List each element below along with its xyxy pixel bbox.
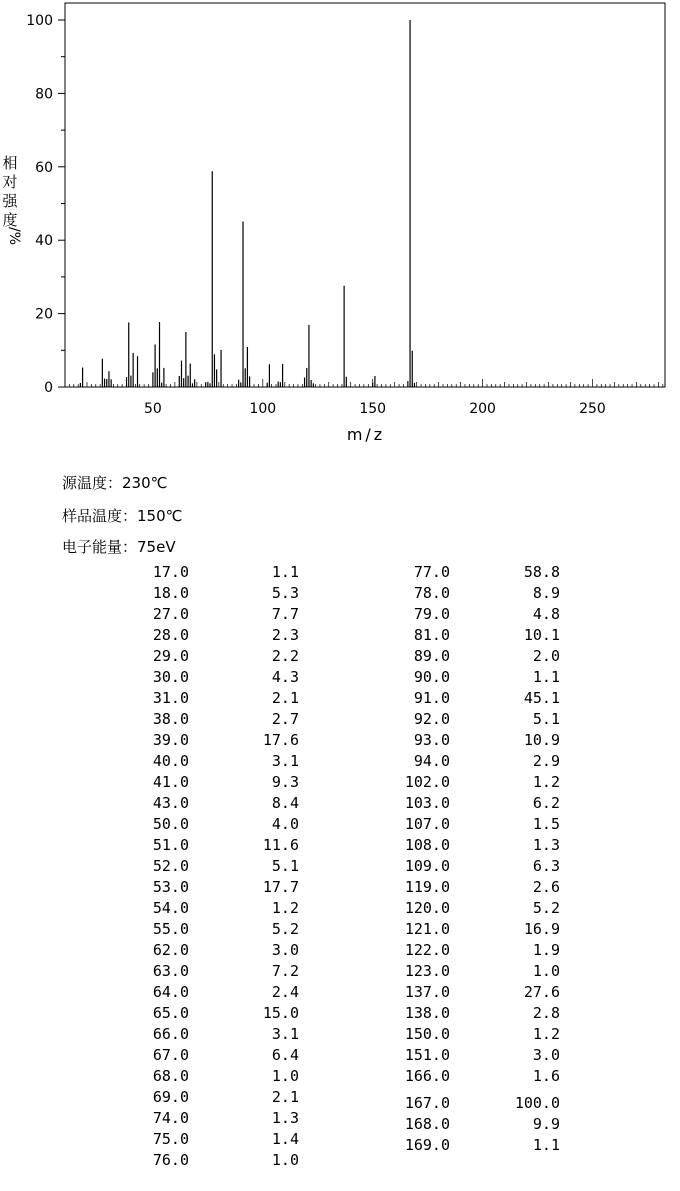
right-intensity-cell: 5.1 bbox=[532, 710, 560, 728]
right-mz-cell: 91.0 bbox=[413, 689, 450, 707]
left-mz-cell: 38.0 bbox=[152, 710, 189, 728]
right-mz-cell: 150.0 bbox=[404, 1025, 450, 1043]
right-intensity-cell: 5.2 bbox=[532, 899, 560, 917]
right-mz-cell: 93.0 bbox=[413, 731, 450, 749]
right-intensity-cell: 100.0 bbox=[514, 1094, 560, 1112]
left-intensity-cell: 3.1 bbox=[271, 1025, 299, 1043]
y-tick-label: 80 bbox=[35, 86, 53, 103]
right-mz-cell: 138.0 bbox=[404, 1004, 450, 1022]
left-mz-cell: 68.0 bbox=[152, 1067, 189, 1085]
right-intensity-cell: 2.0 bbox=[532, 647, 560, 665]
left-mz-cell: 18.0 bbox=[152, 584, 189, 602]
right-mz-cell: 81.0 bbox=[413, 626, 450, 644]
left-intensity-cell: 2.2 bbox=[271, 647, 299, 665]
right-intensity-cell: 3.0 bbox=[532, 1046, 560, 1064]
right-intensity-cell: 6.2 bbox=[532, 794, 560, 812]
y-tick-label: 100 bbox=[26, 13, 53, 29]
right-intensity-cell: 4.8 bbox=[532, 605, 560, 623]
right-intensity-cell: 1.0 bbox=[532, 962, 560, 980]
right-intensity-cell: 45.1 bbox=[523, 689, 560, 707]
left-mz-cell: 76.0 bbox=[152, 1151, 189, 1169]
x-tick-label: 250 bbox=[579, 401, 606, 417]
y-tick-label: 40 bbox=[35, 233, 53, 250]
right-mz-cell: 168.0 bbox=[404, 1115, 450, 1133]
left-intensity-cell: 2.1 bbox=[271, 689, 299, 707]
right-intensity-cell: 58.8 bbox=[523, 563, 560, 581]
left-intensity-cell: 2.1 bbox=[271, 1088, 299, 1106]
left-mz-cell: 65.0 bbox=[152, 1004, 189, 1022]
left-intensity-cell: 1.0 bbox=[271, 1067, 299, 1085]
right-intensity-cell: 1.6 bbox=[532, 1067, 560, 1085]
left-intensity-cell: 11.6 bbox=[262, 836, 299, 854]
left-intensity-cell: 4.3 bbox=[271, 668, 299, 686]
left-intensity-cell: 7.2 bbox=[271, 962, 299, 980]
right-mz-cell: 103.0 bbox=[404, 794, 450, 812]
left-intensity-cell: 5.1 bbox=[271, 857, 299, 875]
left-intensity-cell: 17.6 bbox=[262, 731, 299, 749]
right-mz-cell: 109.0 bbox=[404, 857, 450, 875]
left-mz-cell: 52.0 bbox=[152, 857, 189, 875]
right-mz-cell: 169.0 bbox=[404, 1136, 450, 1154]
y-tick-label: 20 bbox=[35, 306, 53, 323]
right-intensity-cell: 2.8 bbox=[532, 1004, 560, 1022]
y-axis bbox=[26, 13, 65, 396]
right-intensity-cell: 1.1 bbox=[532, 668, 560, 686]
right-mz-cell: 108.0 bbox=[404, 836, 450, 854]
left-intensity-cell: 5.3 bbox=[271, 584, 299, 602]
plot-frame bbox=[65, 3, 665, 387]
left-mz-cell: 62.0 bbox=[152, 941, 189, 959]
left-mz-cell: 54.0 bbox=[152, 899, 189, 917]
y-label-char: 相 bbox=[2, 154, 18, 172]
left-mz-cell: 74.0 bbox=[152, 1109, 189, 1127]
x-tick-label: 150 bbox=[359, 401, 387, 417]
x-tick-label: 100 bbox=[249, 401, 277, 417]
electron-energy: 电子能量：75eV bbox=[62, 538, 176, 556]
left-mz-cell: 39.0 bbox=[152, 731, 189, 749]
right-mz-cell: 121.0 bbox=[404, 920, 450, 938]
left-intensity-cell: 2.7 bbox=[271, 710, 299, 728]
right-intensity-cell: 27.6 bbox=[523, 983, 560, 1001]
left-mz-cell: 31.0 bbox=[152, 689, 189, 707]
mass-spectrum-chart bbox=[0, 0, 680, 450]
right-intensity-cell: 8.9 bbox=[532, 584, 560, 602]
right-mz-cell: 151.0 bbox=[404, 1046, 450, 1064]
right-intensity-cell: 1.2 bbox=[532, 1025, 560, 1043]
left-mz-cell: 64.0 bbox=[152, 983, 189, 1001]
right-intensity-cell: 2.6 bbox=[532, 878, 560, 896]
right-intensity-cell: 9.9 bbox=[532, 1115, 560, 1133]
left-mz-cell: 40.0 bbox=[152, 752, 189, 770]
right-mz-cell: 122.0 bbox=[404, 941, 450, 959]
left-intensity-cell: 3.0 bbox=[271, 941, 299, 959]
left-intensity-cell: 1.3 bbox=[271, 1109, 299, 1127]
right-mz-cell: 120.0 bbox=[404, 899, 450, 917]
left-mz-cell: 41.0 bbox=[152, 773, 189, 791]
left-mz-cell: 28.0 bbox=[152, 626, 189, 644]
left-mz-cell: 55.0 bbox=[152, 920, 189, 938]
y-label-char: 强 bbox=[2, 192, 18, 210]
left-mz-cell: 53.0 bbox=[152, 878, 189, 896]
sample-temperature: 样品温度：150℃ bbox=[62, 507, 183, 525]
left-mz-cell: 43.0 bbox=[152, 794, 189, 812]
left-intensity-cell: 1.1 bbox=[271, 563, 299, 581]
y-axis-label bbox=[2, 154, 18, 229]
left-intensity-cell: 1.4 bbox=[271, 1130, 299, 1148]
left-intensity-cell: 17.7 bbox=[262, 878, 299, 896]
left-intensity-cell: 2.4 bbox=[271, 983, 299, 1001]
left-mz-cell: 17.0 bbox=[152, 563, 189, 581]
left-mz-cell: 75.0 bbox=[152, 1130, 189, 1148]
right-mz-cell: 123.0 bbox=[404, 962, 450, 980]
left-intensity-cell: 1.0 bbox=[271, 1151, 299, 1169]
y-label-char: 对 bbox=[2, 173, 18, 191]
right-intensity-cell: 1.5 bbox=[532, 815, 560, 833]
right-mz-cell: 167.0 bbox=[404, 1094, 450, 1112]
right-intensity-cell: 1.3 bbox=[532, 836, 560, 854]
left-intensity-cell: 9.3 bbox=[271, 773, 299, 791]
right-mz-cell: 90.0 bbox=[413, 668, 450, 686]
left-mz-cell: 51.0 bbox=[152, 836, 189, 854]
x-axis-label: m/z bbox=[346, 425, 386, 444]
x-tick-label: 200 bbox=[469, 401, 496, 417]
left-mz-cell: 29.0 bbox=[152, 647, 189, 665]
right-mz-cell: 77.0 bbox=[413, 563, 450, 581]
left-mz-cell: 50.0 bbox=[152, 815, 189, 833]
source-temperature: 源温度：230℃ bbox=[62, 474, 168, 492]
right-intensity-cell: 16.9 bbox=[523, 920, 560, 938]
left-mz-cell: 63.0 bbox=[152, 962, 189, 980]
y-tick-label: 60 bbox=[35, 159, 53, 176]
left-mz-cell: 67.0 bbox=[152, 1046, 189, 1064]
right-mz-cell: 94.0 bbox=[413, 752, 450, 770]
left-mz-cell: 66.0 bbox=[152, 1025, 189, 1043]
right-intensity-cell: 10.1 bbox=[523, 626, 560, 644]
peak-series bbox=[80, 20, 414, 387]
left-intensity-cell: 1.2 bbox=[271, 899, 299, 917]
right-intensity-cell: 1.1 bbox=[532, 1136, 560, 1154]
y-label-char: 度 bbox=[2, 211, 18, 229]
right-intensity-cell: 1.9 bbox=[532, 941, 560, 959]
right-mz-cell: 78.0 bbox=[413, 584, 450, 602]
right-intensity-cell: 1.2 bbox=[532, 773, 560, 791]
left-mz-cell: 69.0 bbox=[152, 1088, 189, 1106]
left-intensity-cell: 2.3 bbox=[271, 626, 299, 644]
left-intensity-cell: 8.4 bbox=[271, 794, 299, 812]
left-intensity-cell: 7.7 bbox=[271, 605, 299, 623]
right-mz-cell: 137.0 bbox=[404, 983, 450, 1001]
right-mz-cell: 102.0 bbox=[404, 773, 450, 791]
x-tick-label: 50 bbox=[143, 401, 162, 417]
left-mz-cell: 30.0 bbox=[152, 668, 189, 686]
right-intensity-cell: 2.9 bbox=[532, 752, 560, 770]
right-mz-cell: 79.0 bbox=[413, 605, 450, 623]
right-mz-cell: 119.0 bbox=[404, 878, 450, 896]
right-mz-cell: 166.0 bbox=[404, 1067, 450, 1085]
left-intensity-cell: 6.4 bbox=[271, 1046, 299, 1064]
right-mz-cell: 107.0 bbox=[404, 815, 450, 833]
left-intensity-cell: 5.2 bbox=[271, 920, 299, 938]
left-intensity-cell: 15.0 bbox=[262, 1004, 299, 1022]
x-axis bbox=[69, 379, 662, 417]
left-mz-cell: 27.0 bbox=[152, 605, 189, 623]
right-mz-cell: 89.0 bbox=[413, 647, 450, 665]
y-label-unit: /% bbox=[6, 226, 22, 246]
left-intensity-cell: 4.0 bbox=[271, 815, 299, 833]
left-intensity-cell: 3.1 bbox=[271, 752, 299, 770]
right-intensity-cell: 10.9 bbox=[523, 731, 560, 749]
right-mz-cell: 92.0 bbox=[413, 710, 450, 728]
y-tick-label: 0 bbox=[44, 380, 53, 396]
right-intensity-cell: 6.3 bbox=[532, 857, 560, 875]
